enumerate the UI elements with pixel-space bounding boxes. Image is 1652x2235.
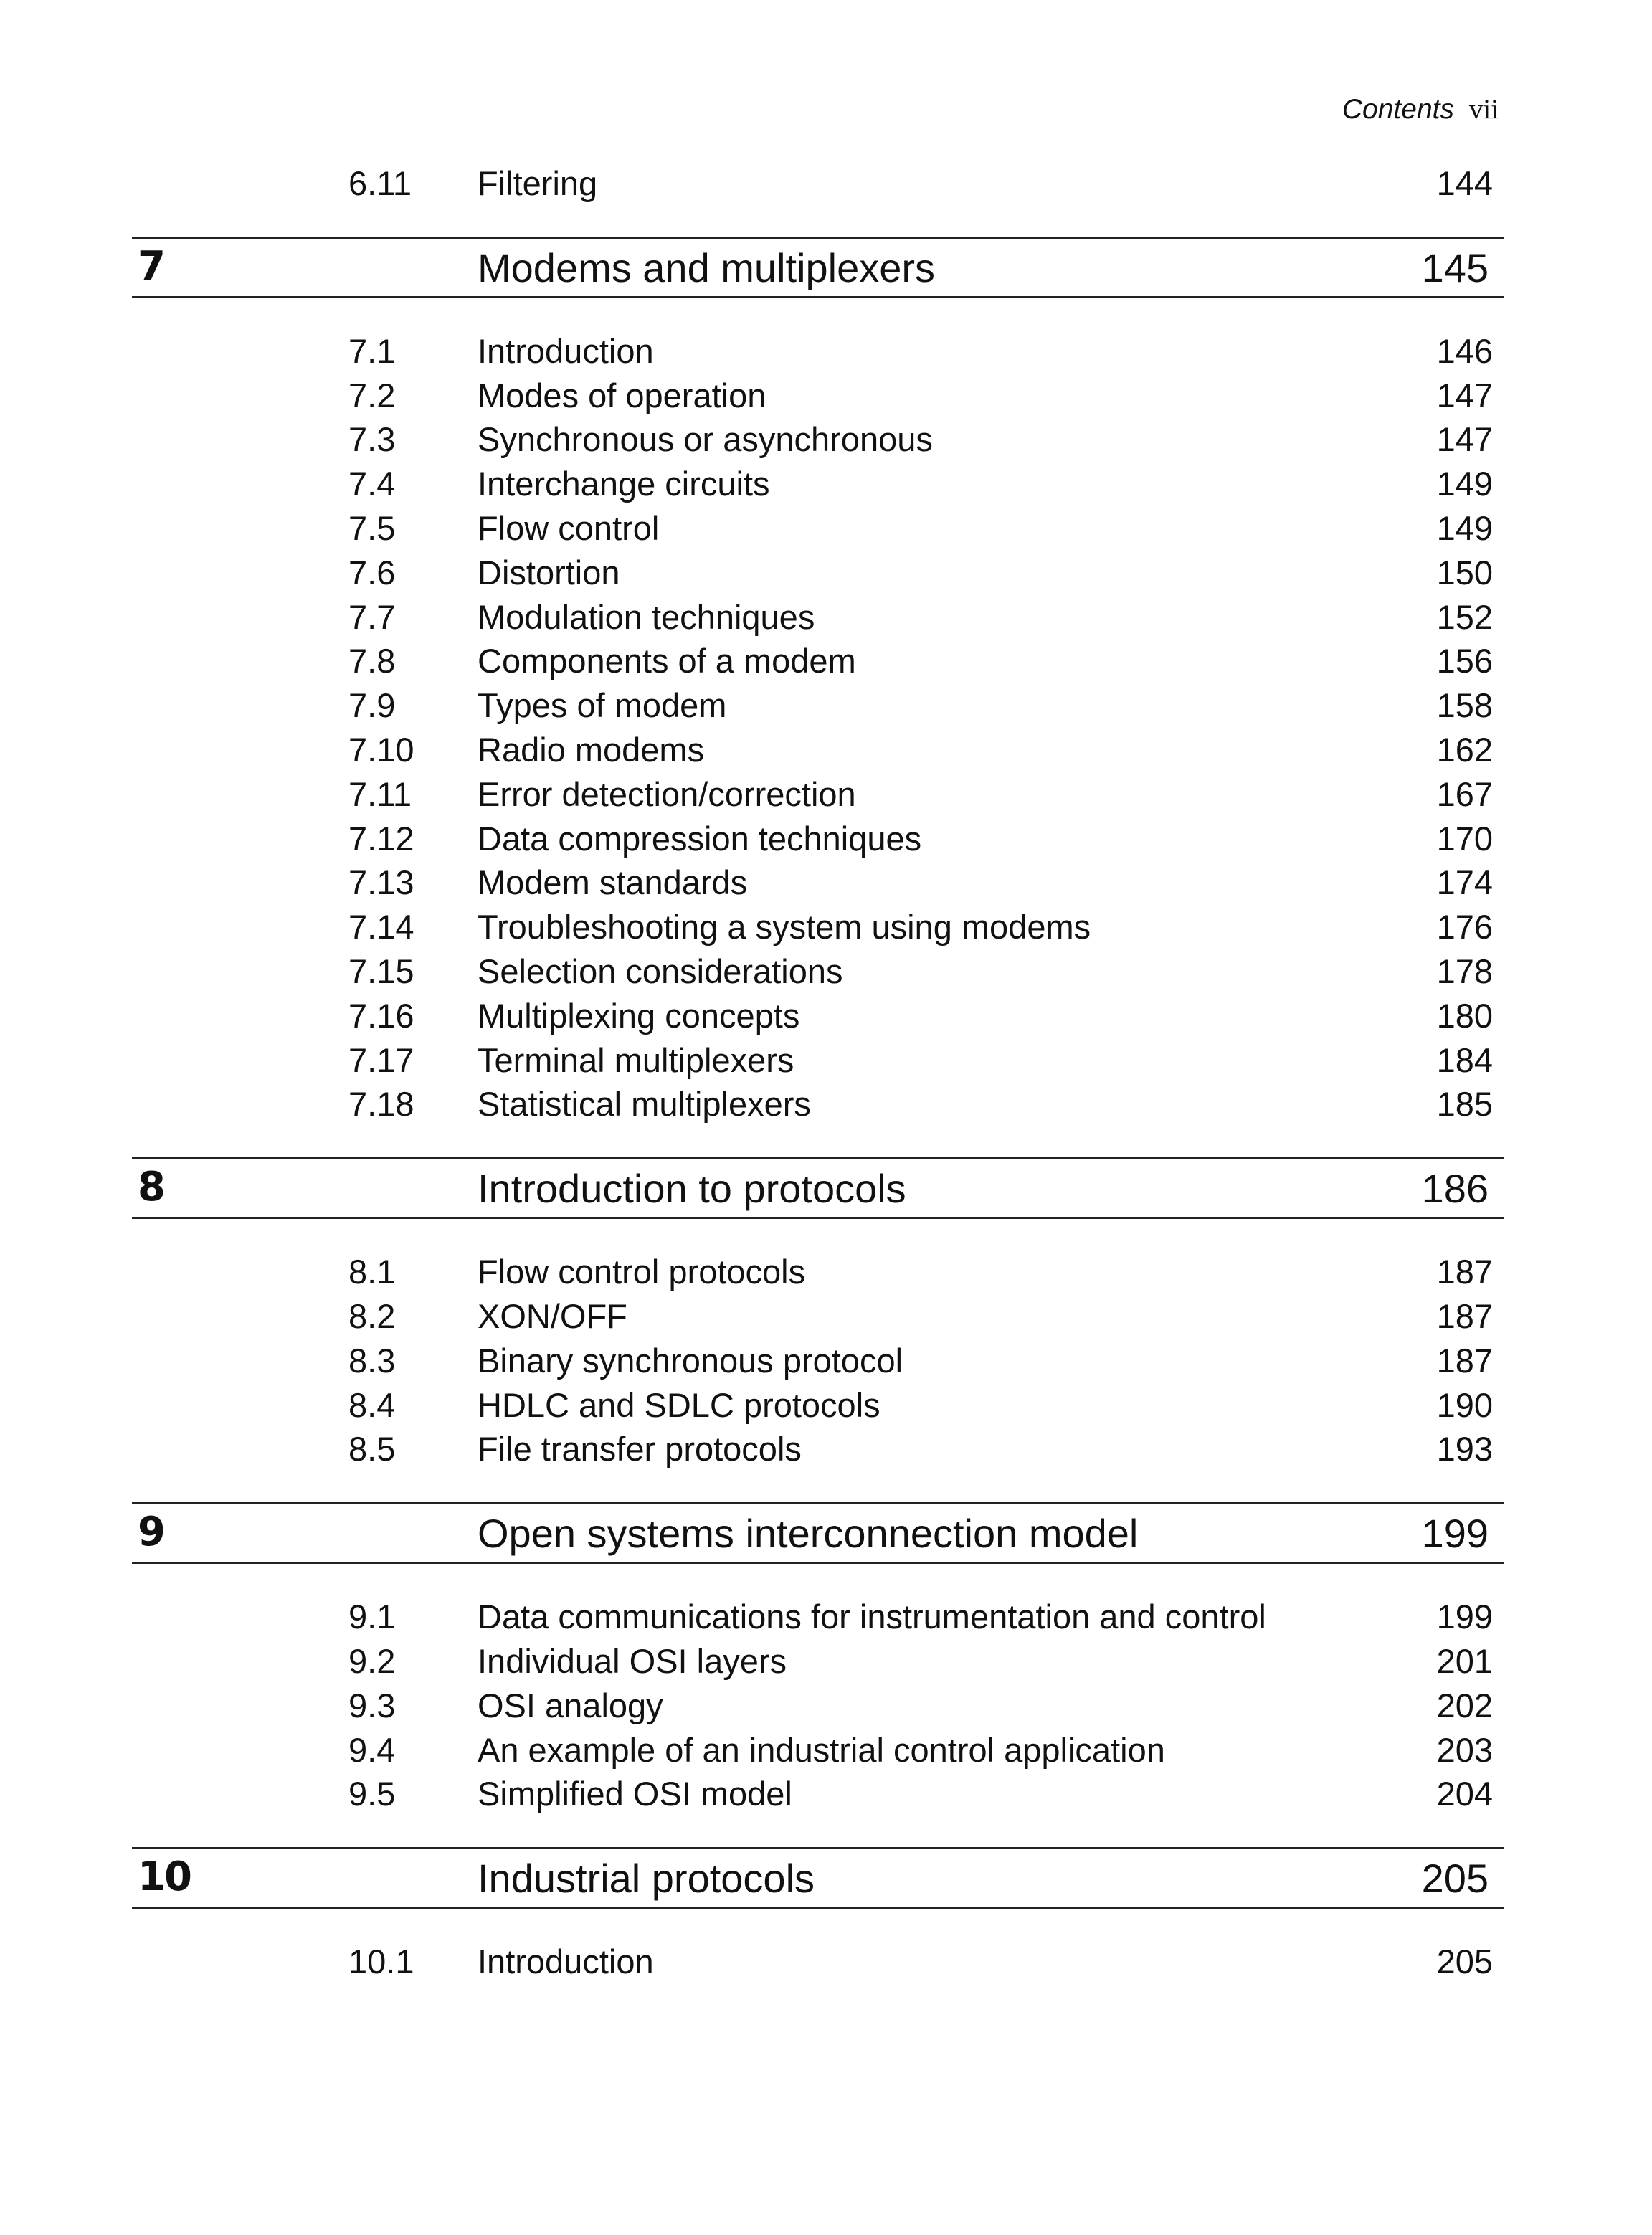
section-number: 9.3 [348,1686,396,1724]
section-title: Interchange circuits [478,465,770,503]
section-number: 7.6 [348,553,396,592]
toc-entry [0,163,1652,208]
header-page-number: vii [1468,94,1499,125]
toc-entry [0,1686,1652,1730]
section-title: HDLC and SDLC protocols [478,1385,880,1424]
section-page: 149 [1436,465,1493,503]
toc-entry [0,907,1652,952]
toc-entry [0,419,1652,464]
section-number: 7.18 [348,1085,414,1124]
chapter-title: Industrial protocols [478,1856,815,1902]
section-page: 187 [1436,1253,1493,1291]
toc-entry [0,1040,1652,1085]
section-page: 193 [1436,1430,1493,1468]
chapter-page: 145 [1421,245,1489,290]
toc-entry [0,1084,1652,1129]
section-title: Modem standards [478,863,748,902]
toc-entry [0,376,1652,420]
section-title: Components of a modem [478,642,856,680]
section-number: 7.11 [348,774,412,813]
toc-entry [0,1730,1652,1775]
section-page: 144 [1436,164,1493,202]
section-page: 204 [1436,1775,1493,1813]
section-number: 7.13 [348,863,414,902]
toc-entry [0,1296,1652,1341]
section-title: Troubleshooting a system using modems [478,908,1091,946]
section-page: 167 [1436,774,1493,813]
section-title: Data compression techniques [478,819,922,858]
section-number: 8.1 [348,1253,396,1291]
section-page: 170 [1436,819,1493,858]
section-title: Distortion [478,553,620,592]
toc-entry [0,641,1652,685]
toc-entry [0,685,1652,730]
toc-entry [0,331,1652,376]
section-title: Modulation techniques [478,597,815,636]
section-number: 7.2 [348,376,396,414]
section-title: Radio modems [478,731,705,769]
section-page: 187 [1436,1297,1493,1335]
section-page: 147 [1436,376,1493,414]
chapter-title: Modems and multiplexers [478,245,936,290]
toc-entry [0,1942,1652,1986]
section-title: Introduction [478,1942,654,1981]
section-page: 201 [1436,1642,1493,1680]
toc-entry [0,1774,1652,1818]
toc-entry [0,1641,1652,1686]
chapter-title: Open systems interconnection model [478,1511,1139,1557]
section-number: 8.2 [348,1297,396,1335]
section-page: 178 [1436,952,1493,990]
section-page: 180 [1436,996,1493,1035]
section-number: 8.5 [348,1430,396,1468]
section-number: 7.15 [348,952,414,990]
chapter-number: 9 [138,1509,164,1556]
section-page: 150 [1436,553,1493,592]
section-page: 205 [1436,1942,1493,1981]
section-title: Individual OSI layers [478,1642,787,1680]
section-page: 176 [1436,908,1493,946]
section-title: Error detection/correction [478,774,856,813]
section-number: 7.1 [348,331,396,370]
toc-entry [0,1385,1652,1430]
section-page: 184 [1436,1040,1493,1079]
toc-entry [0,1429,1652,1474]
chapter-title: Introduction to protocols [478,1166,906,1212]
section-title: Data communications for instrumentation and control [478,1598,1266,1636]
section-page: 174 [1436,863,1493,902]
toc-entry [0,1597,1652,1641]
chapter-number: 7 [138,242,164,290]
section-page: 203 [1436,1730,1493,1769]
section-title: Introduction [478,331,654,370]
toc-entry [0,1252,1652,1296]
toc-entry [0,730,1652,774]
toc-entry [0,464,1652,508]
section-title: Flow control protocols [478,1253,806,1291]
section-number: 7.9 [348,686,396,725]
chapter-heading [132,237,1504,298]
toc-entry [0,819,1652,863]
section-page: 152 [1436,597,1493,636]
section-title: Types of modem [478,686,727,725]
toc-entry [0,508,1652,553]
section-number: 7.10 [348,731,414,769]
section-title: Selection considerations [478,952,843,990]
section-page: 199 [1436,1598,1493,1636]
section-page: 158 [1436,686,1493,725]
section-number: 7.14 [348,908,414,946]
section-title: Statistical multiplexers [478,1085,811,1124]
section-page: 185 [1436,1085,1493,1124]
section-number: 7.4 [348,465,396,503]
chapter-heading [132,1502,1504,1564]
section-number: 8.3 [348,1341,396,1380]
toc-entry [0,996,1652,1040]
section-title: OSI analogy [478,1686,663,1724]
chapter-heading [132,1847,1504,1909]
section-title: Binary synchronous protocol [478,1341,903,1380]
section-page: 202 [1436,1686,1493,1724]
section-number: 7.3 [348,420,396,459]
chapter-heading [132,1157,1504,1219]
section-page: 187 [1436,1341,1493,1380]
running-header [1342,93,1499,125]
section-number: 9.2 [348,1642,396,1680]
section-number: 8.4 [348,1385,396,1424]
chapter-number: 10 [138,1854,191,1901]
section-title: Multiplexing concepts [478,996,800,1035]
chapter-number: 8 [138,1164,164,1211]
section-title: Modes of operation [478,376,766,414]
section-page: 149 [1436,509,1493,547]
section-page: 190 [1436,1385,1493,1424]
section-page: 147 [1436,420,1493,459]
section-title: Flow control [478,509,660,547]
section-title: Filtering [478,164,598,202]
toc-entry [0,774,1652,819]
chapter-page: 205 [1421,1856,1489,1902]
section-number: 7.16 [348,996,414,1035]
section-number: 7.12 [348,819,414,858]
section-number: 9.1 [348,1598,396,1636]
section-number: 6.11 [348,164,412,202]
section-number: 7.5 [348,509,396,547]
section-title: XON/OFF [478,1297,627,1335]
toc-entry [0,952,1652,996]
section-number: 7.7 [348,597,396,636]
toc-entry [0,1341,1652,1385]
header-label: Contents [1342,94,1454,125]
section-number: 9.5 [348,1775,396,1813]
chapter-page: 199 [1421,1511,1489,1557]
section-title: An example of an industrial control application [478,1730,1165,1769]
section-title: Synchronous or asynchronous [478,420,933,459]
section-page: 162 [1436,731,1493,769]
section-page: 156 [1436,642,1493,680]
toc-entry [0,597,1652,642]
section-title: Simplified OSI model [478,1775,792,1813]
chapter-page: 186 [1421,1166,1489,1212]
section-number: 7.17 [348,1040,414,1079]
section-number: 9.4 [348,1730,396,1769]
toc-entry [0,553,1652,597]
section-number: 10.1 [348,1942,414,1981]
section-title: File transfer protocols [478,1430,802,1468]
section-title: Terminal multiplexers [478,1040,794,1079]
section-number: 7.8 [348,642,396,680]
toc-entry [0,863,1652,907]
section-page: 146 [1436,331,1493,370]
